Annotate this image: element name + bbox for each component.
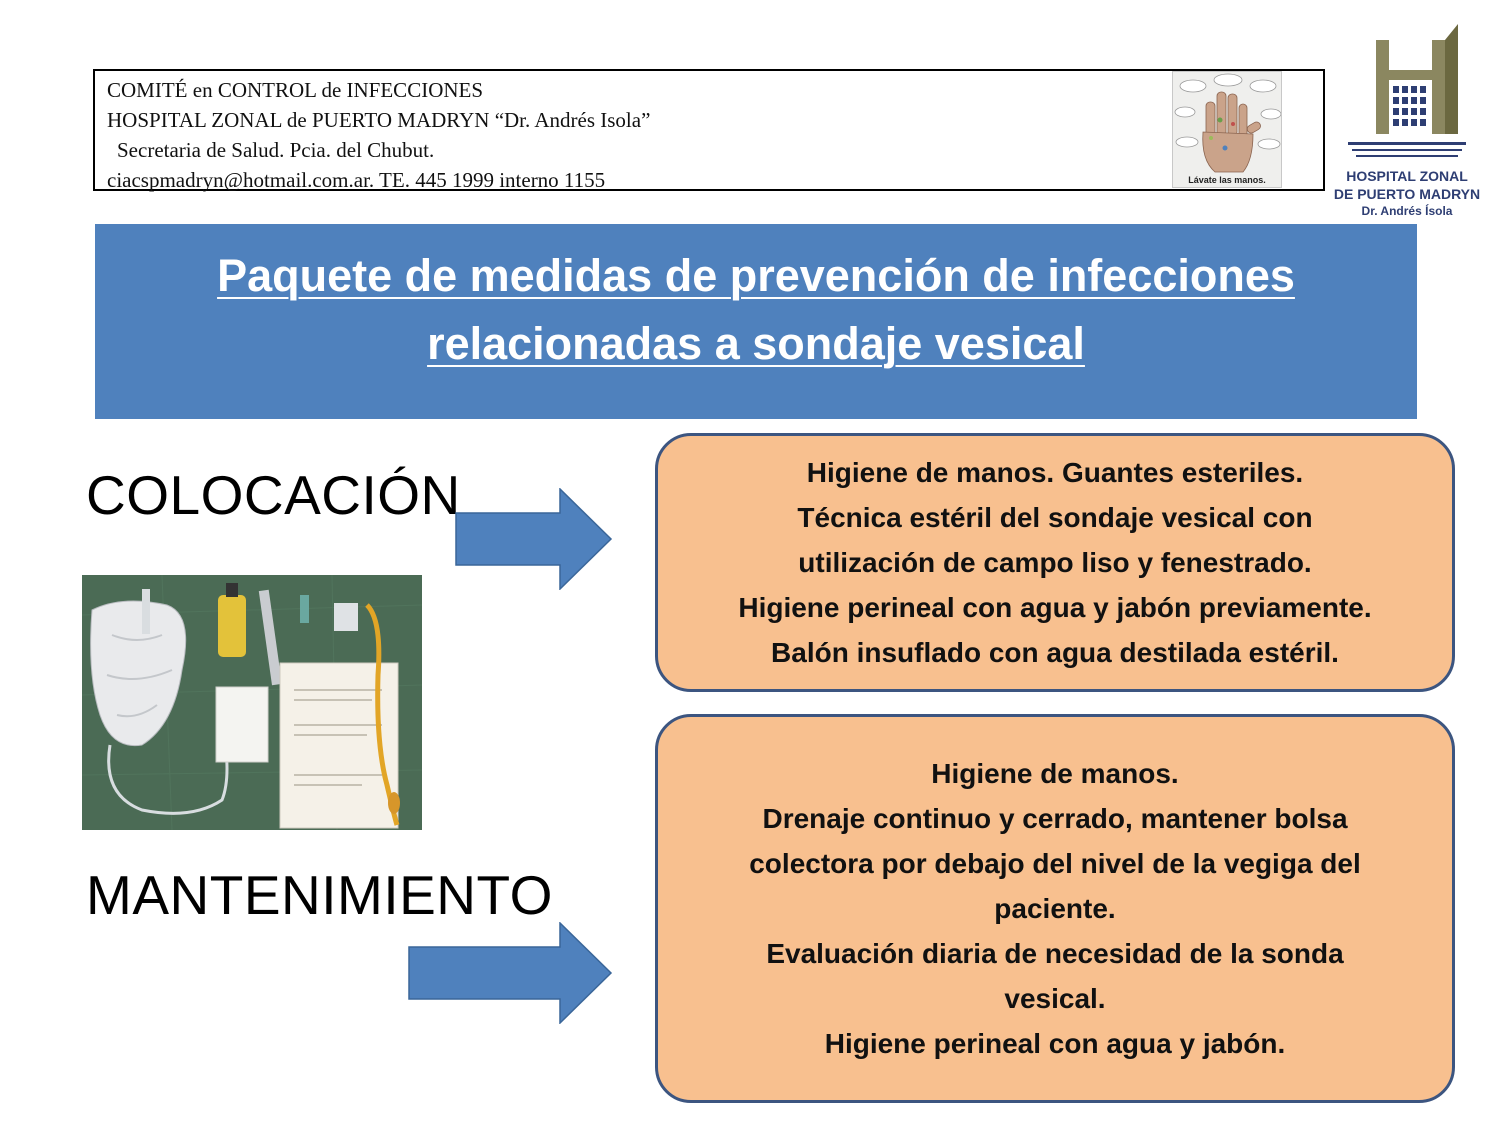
header-text	[107, 75, 650, 195]
logo-line-2: DE PUERTO MADRYN	[1333, 186, 1481, 202]
mantenimiento-label: MANTENIMIENTO	[86, 864, 553, 926]
colocacion-label: COLOCACIÓN	[86, 464, 461, 526]
right-arrow-icon	[408, 922, 613, 1024]
title-banner	[95, 224, 1417, 419]
colocacion-line: Higiene perineal con agua y jabón previamente.	[738, 592, 1372, 623]
colocacion-measures-box	[655, 433, 1455, 692]
title-line-1: Paquete de medidas de prevención de infecciones	[217, 250, 1295, 301]
title-line-2: relacionadas a sondaje vesical	[427, 318, 1085, 369]
mantenimiento-line: colectora por debajo del nivel de la vegiga del	[749, 848, 1361, 879]
catheter-kit-photo	[82, 575, 422, 830]
hospital-logo	[1332, 24, 1482, 220]
colocacion-line: utilización de campo liso y fenestrado.	[798, 547, 1312, 578]
mantenimiento-measures-box	[655, 714, 1455, 1103]
secretaria-line: Secretaria de Salud. Pcia. del Chubut.	[117, 138, 435, 162]
hospital-name: HOSPITAL ZONAL de PUERTO MADRYN “Dr. Andrés Isola”	[107, 108, 651, 132]
hands-caption: Lávate las manos.	[1188, 175, 1266, 185]
colocacion-line: Higiene de manos. Guantes esteriles.	[806, 457, 1304, 488]
colocacion-line: Balón insuflado con agua destilada estéril.	[771, 637, 1339, 668]
hand-hygiene-poster-image	[1172, 71, 1282, 188]
mantenimiento-line: paciente.	[994, 893, 1116, 924]
colocacion-line: Técnica estéril del sondaje vesical con	[797, 502, 1313, 533]
hospital-building-icon	[1332, 24, 1482, 164]
mantenimiento-line: Higiene de manos.	[931, 758, 1179, 789]
mantenimiento-line: Higiene perineal con agua y jabón.	[824, 1028, 1286, 1059]
right-arrow-icon	[455, 488, 613, 590]
contact-line: ciacspmadryn@hotmail.com.ar. TE. 445 1999 interno 1155	[107, 168, 606, 192]
logo-line-1: HOSPITAL ZONAL	[1346, 168, 1468, 184]
committee-name: COMITÉ en CONTROL de INFECCIONES	[107, 78, 484, 102]
mantenimiento-line: Drenaje continuo y cerrado, mantener bolsa	[762, 803, 1348, 834]
header-info-box	[93, 69, 1325, 191]
logo-line-3: Dr. Andrés Ísola	[1361, 204, 1453, 218]
mantenimiento-line: vesical.	[1004, 983, 1106, 1014]
mantenimiento-line: Evaluación diaria de necesidad de la sonda	[766, 938, 1344, 969]
